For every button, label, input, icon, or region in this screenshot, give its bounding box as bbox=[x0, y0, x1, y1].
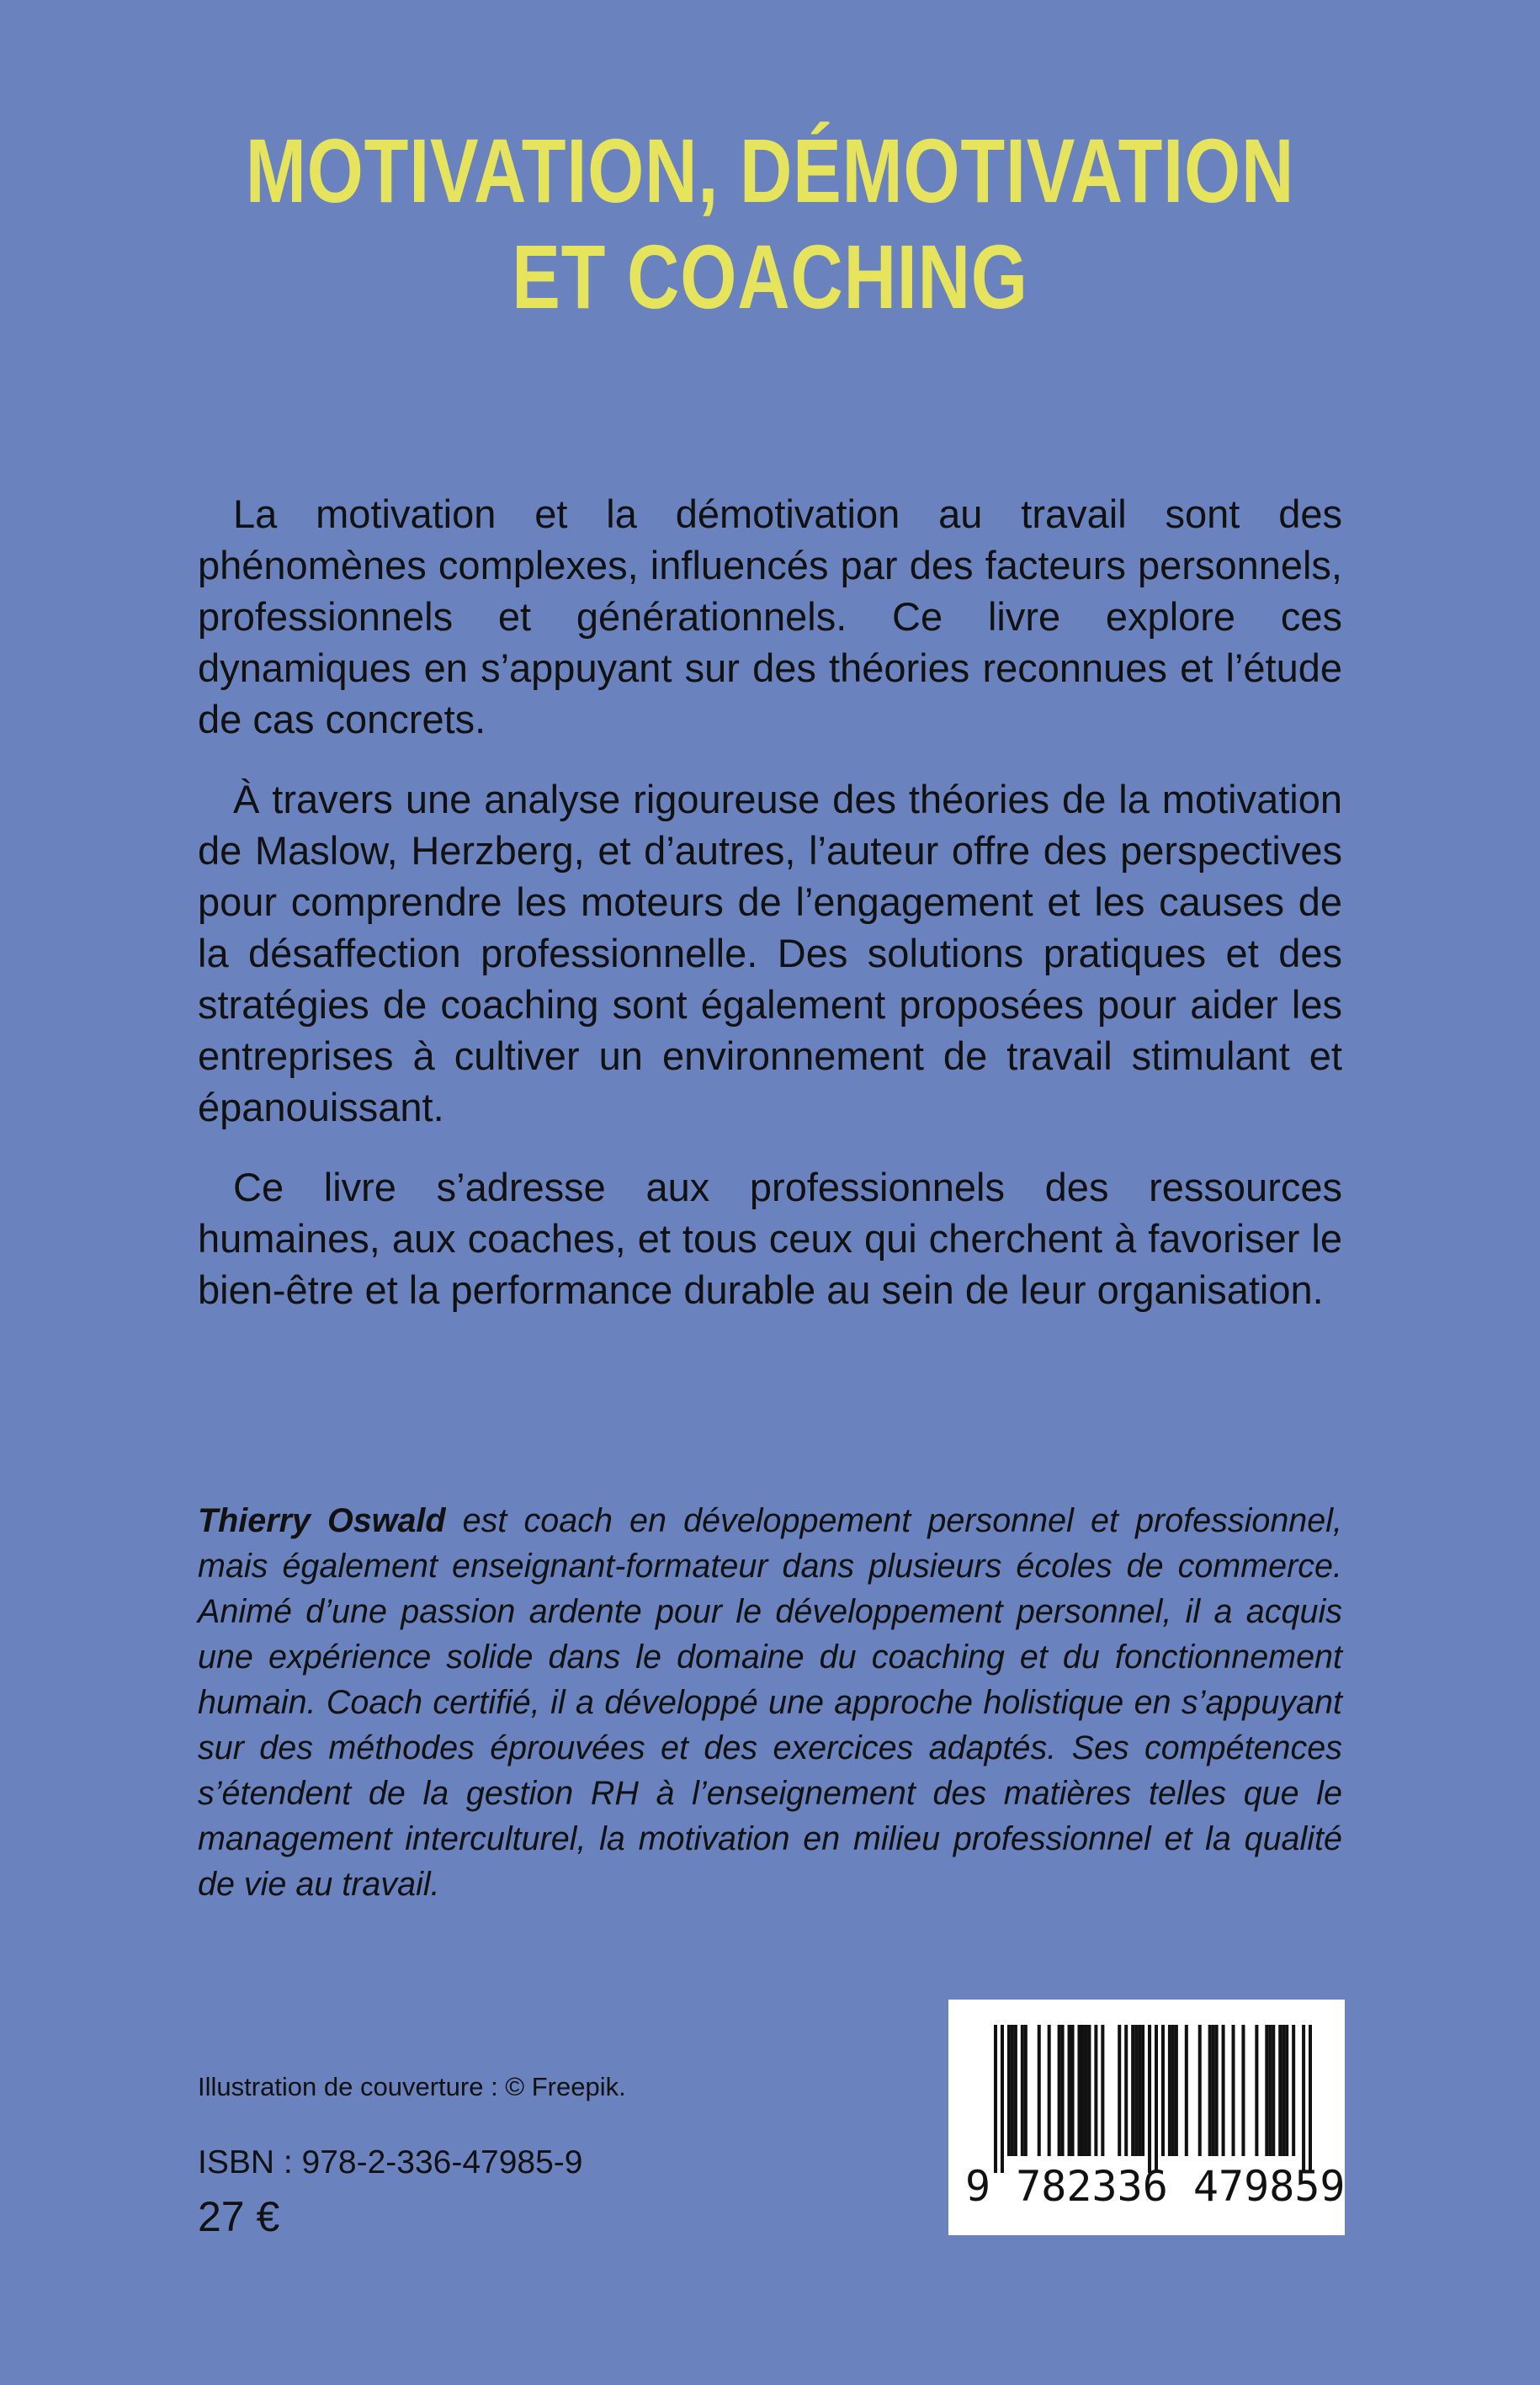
barcode-bar bbox=[1081, 2025, 1084, 2156]
blurb-paragraph: La motivation et la démotivation au travail sont des phénomènes complexes, influencés par des facteurs personnels, professionnels et générationnels. Ce livre explore ces dynamiques en s’appuyant sur des théories reconnues et l’étude de cas concrets. bbox=[198, 491, 1342, 741]
author-name: Thierry Oswald bbox=[198, 1502, 446, 1539]
barcode-bar bbox=[1071, 2025, 1075, 2156]
barcode-bar bbox=[1048, 2025, 1051, 2156]
barcode-bar bbox=[1241, 2025, 1245, 2156]
barcode-bar bbox=[1185, 2025, 1188, 2156]
barcode-bar bbox=[1222, 2025, 1225, 2156]
barcode-bar bbox=[1198, 2025, 1202, 2156]
title-line-1: MOTIVATION, DÉMOTIVATION bbox=[245, 120, 1295, 221]
barcode-bar bbox=[1268, 2025, 1272, 2156]
barcode-bar bbox=[1038, 2025, 1041, 2156]
barcode-bar bbox=[1124, 2025, 1128, 2156]
barcode-bar bbox=[1094, 2025, 1097, 2156]
barcode bbox=[948, 2000, 1345, 2235]
isbn: ISBN : 978-2-336-47985-9 bbox=[198, 2144, 583, 2180]
barcode-digits: 9 782336 479859 bbox=[965, 2162, 1346, 2211]
barcode-bar bbox=[1161, 2025, 1165, 2156]
title-line-2: ET COACHING bbox=[512, 226, 1028, 327]
barcode-bar bbox=[1061, 2025, 1065, 2156]
barcode-bar bbox=[1058, 2025, 1061, 2156]
barcode-bar bbox=[1141, 2025, 1144, 2156]
barcode-bar bbox=[1278, 2025, 1282, 2156]
barcode-bar bbox=[1292, 2025, 1295, 2156]
barcode-bar bbox=[1007, 2025, 1011, 2156]
barcode-bar bbox=[1068, 2025, 1071, 2156]
barcode-bar bbox=[1131, 2025, 1134, 2156]
barcode-bar bbox=[1175, 2025, 1178, 2156]
blurb-paragraph: À travers une analyse rigoureuse des théories de la motivation de Maslow, Herzberg, et d’autres, l’auteur offre des perspectives pour comprendre les moteurs de l’engagement et les causes de la désaffection professionnelle. Des solutions pratiques et des stratégies de coaching sont également proposées pour aider les entreprises à cultiver un environnement de travail stimulant et épanouissant. bbox=[198, 777, 1342, 1129]
author-bio-text: est coach en développement personnel et professionnel, mais également enseignant-formateur dans plusieurs écoles de commerce. Animé d’une passion ardente pour le développement personnel, il a acquis une expérience solide dans le domaine du coaching et du fonctionnement humain. Coach certifié, il a développé une approche holistique en s’appuyant sur des méthodes éprouvées et des exercices adaptés. Ses compétences s’étendent de la gestion RH à l’enseignement des matières telles que le management interculturel, la motivation en milieu professionnel et la qualité de vie au travail. bbox=[198, 1502, 1342, 1903]
barcode-bar bbox=[1087, 2025, 1091, 2156]
barcode-bar bbox=[1014, 2025, 1017, 2156]
barcode-guard-bar bbox=[1302, 2025, 1305, 2173]
barcode-bar bbox=[1208, 2025, 1212, 2156]
barcode-guard-bar bbox=[1309, 2025, 1312, 2173]
barcode-bar bbox=[1024, 2025, 1028, 2156]
author-bio bbox=[198, 1498, 1342, 1907]
barcode-bar bbox=[1138, 2025, 1141, 2156]
book-title bbox=[154, 118, 1386, 330]
barcode-bar bbox=[1134, 2025, 1138, 2156]
barcode-bar bbox=[1084, 2025, 1087, 2156]
blurb bbox=[198, 488, 1342, 1344]
barcode-guard-bar bbox=[1155, 2025, 1158, 2173]
barcode-bar bbox=[1118, 2025, 1121, 2156]
barcode-bar bbox=[1215, 2025, 1219, 2156]
barcode-bar bbox=[1077, 2025, 1081, 2156]
barcode-bar bbox=[1101, 2025, 1104, 2156]
barcode-bar bbox=[1285, 2025, 1288, 2156]
barcode-bar bbox=[1212, 2025, 1215, 2156]
barcode-guard-bar bbox=[1001, 2025, 1004, 2173]
barcode-bar bbox=[1272, 2025, 1275, 2156]
barcode-bar bbox=[1255, 2025, 1258, 2156]
barcode-bar bbox=[1232, 2025, 1235, 2156]
blurb-paragraph: Ce livre s’adresse aux professionnels des ressources humaines, aux coaches, et tous ceux qui cherchent à favoriser le bien-être et la performance durable au sein de leur organisation. bbox=[198, 1165, 1342, 1312]
barcode-bar bbox=[1265, 2025, 1268, 2156]
barcode-guard-bar bbox=[1148, 2025, 1151, 2173]
barcode-bar bbox=[1282, 2025, 1285, 2156]
barcode-bar bbox=[1168, 2025, 1171, 2156]
barcode-bar bbox=[1171, 2025, 1175, 2156]
illustration-credit: Illustration de couverture : © Freepik. bbox=[198, 2072, 626, 2101]
barcode-bar bbox=[1021, 2025, 1024, 2156]
barcode-bar bbox=[1011, 2025, 1014, 2156]
price: 27 € bbox=[198, 2193, 280, 2240]
barcode-guard-bar bbox=[994, 2025, 997, 2173]
